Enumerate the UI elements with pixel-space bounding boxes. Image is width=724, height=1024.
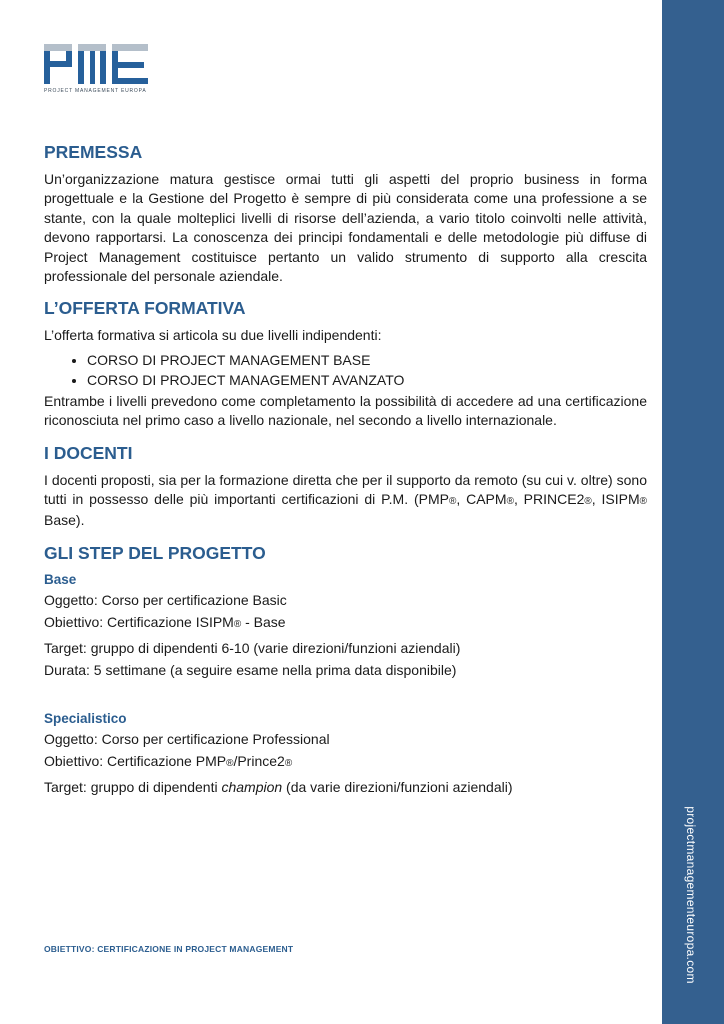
base-target: Target: gruppo di dipendenti 6-10 (varie direzioni/funzioni aziendali) (44, 639, 461, 656)
registered-mark: ® (284, 758, 293, 770)
registered-mark: ® (639, 496, 647, 508)
side-banner (662, 0, 724, 1024)
registered-mark: ® (584, 496, 592, 508)
base-obiettivo: Obiettivo: Certificazione ISIPM® - Base (44, 614, 286, 631)
section-title-docenti: I DOCENTI (44, 442, 133, 463)
website-url: projectmanagementeuropa.com (684, 806, 698, 984)
specialistico-obiettivo: Obiettivo: Certificazione PMP®/Prince2® (44, 753, 293, 770)
docenti-paragraph: I docenti proposti, sia per la formazione diretta che per il supporto da remoto (su cui v. oltre) sono tutti in possesso delle più importanti certificazioni di P.M. (PMP®, CAPM®, PRINCE2®, ISIPM® Base). (44, 471, 647, 529)
section-title-premessa: PREMESSA (44, 142, 143, 162)
company-logo (44, 44, 154, 94)
base-oggetto: Oggetto: Corso per certificazione Basic (44, 591, 287, 608)
registered-mark: ® (448, 496, 457, 508)
page-footer: OBIETTIVO: CERTIFICAZIONE IN PROJECT MANAGEMENT (44, 944, 294, 954)
list-item: • CORSO DI PROJECT MANAGEMENT AVANZATO (87, 370, 647, 390)
pme-logo-mark (44, 44, 148, 84)
logo-caption: PROJECT MANAGEMENT EUROPA (44, 88, 147, 94)
specialistico-oggetto: Oggetto: Corso per certificazione Professional (44, 730, 330, 747)
offerta-paragraph: Entrambe i livelli prevedono come completamento la possibilità di accedere ad una certificazione riconosciuta nel primo caso a livello nazionale, nel secondo a livello internazionale. (44, 392, 647, 429)
registered-mark: ® (226, 758, 234, 770)
registered-mark: ® (233, 619, 242, 631)
premessa-paragraph: Un’organizzazione matura gestisce ormai tutti gli aspetti del proprio business in forma progettuale e la Gestione del Progetto è sempre di più considerata come una professione a se stante, con la quale molteplici livelli di risorse dell’azienda, a vario titolo coinvolti nelle attività, devono rapportarsi. La conoscenza dei principi fondamentali e delle metodologie più diffuse di Project Management costituisce pertanto un valido strumento di supporto alla crescita professionale del personale aziendale. (44, 171, 647, 285)
course-levels-list (44, 350, 647, 390)
section-title-steps: GLI STEP DEL PROGETTO (44, 542, 266, 563)
step-label-specialistico: Specialistico (44, 710, 127, 726)
specialistico-target: Target: gruppo di dipendenti champion (da varie direzioni/funzioni aziendali) (44, 778, 513, 795)
section-title-offerta: L’OFFERTA FORMATIVA (44, 298, 246, 319)
offerta-intro: L’offerta formativa si articola su due livelli indipendenti: (44, 327, 382, 344)
list-item: • CORSO DI PROJECT MANAGEMENT BASE (87, 350, 647, 370)
step-label-base: Base (44, 571, 77, 587)
document-body (44, 140, 647, 798)
base-durata: Durata: 5 settimane (a seguire esame nella prima data disponibile) (44, 662, 457, 679)
registered-mark: ® (506, 496, 514, 508)
